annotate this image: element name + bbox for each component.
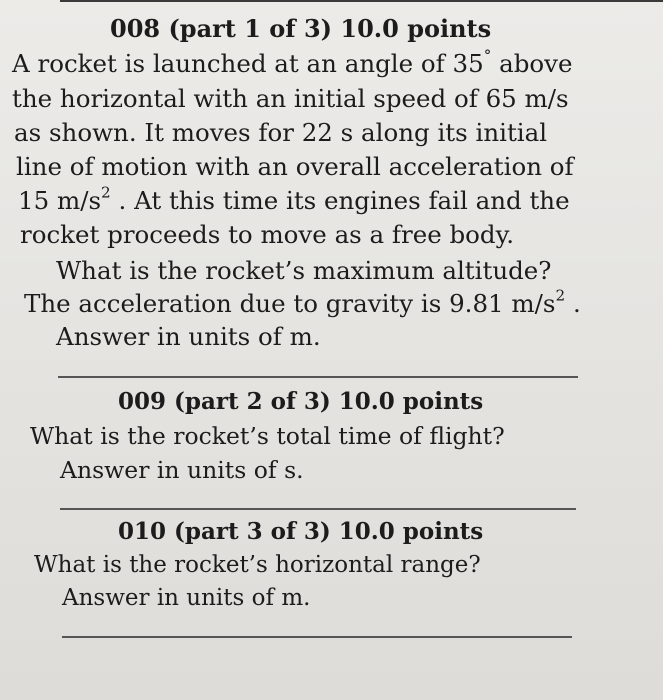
answer-divider <box>58 376 578 378</box>
answer-divider <box>62 636 572 638</box>
text-fragment: . At this time its engines fail and the <box>110 186 570 215</box>
question-008-line-4: line of motion with an overall acceleration of <box>16 152 574 181</box>
question-008-heading: 008 (part 1 of 3) 10.0 points <box>110 14 492 43</box>
question-008-gravity-note <box>24 286 581 318</box>
top-divider <box>60 0 663 2</box>
question-009-units: Answer in units of s. <box>60 456 304 484</box>
text-fragment: above <box>491 49 573 78</box>
text-fragment: 15 m/s <box>18 186 102 215</box>
question-010-units: Answer in units of m. <box>62 585 311 611</box>
question-008-units: Answer in units of m. <box>56 322 321 351</box>
question-009-prompt: What is the rocket’s total time of flight? <box>30 422 505 450</box>
question-008-line-1 <box>12 46 573 78</box>
question-008-line-2: the horizontal with an initial speed of 65 m/s <box>12 84 569 113</box>
degree-symbol: ° <box>483 46 492 65</box>
answer-divider <box>60 508 576 510</box>
question-008-line-3: as shown. It moves for 22 s along its initial <box>14 118 548 147</box>
question-008-line-6: rocket proceeds to move as a free body. <box>20 220 514 249</box>
text-fragment: The acceleration due to gravity is 9.81 m/s <box>24 289 556 318</box>
text-fragment: A rocket is launched at an angle of 35 <box>12 49 484 78</box>
exponent: 2 <box>555 286 566 305</box>
question-008-prompt: What is the rocket’s maximum altitude? <box>56 256 552 285</box>
question-008-line-5 <box>18 183 570 215</box>
text-fragment: . <box>565 289 581 318</box>
exponent: 2 <box>101 183 111 202</box>
question-010-heading: 010 (part 3 of 3) 10.0 points <box>118 518 484 545</box>
question-010-prompt: What is the rocket’s horizontal range? <box>34 552 481 578</box>
question-009-heading: 009 (part 2 of 3) 10.0 points <box>118 388 484 415</box>
